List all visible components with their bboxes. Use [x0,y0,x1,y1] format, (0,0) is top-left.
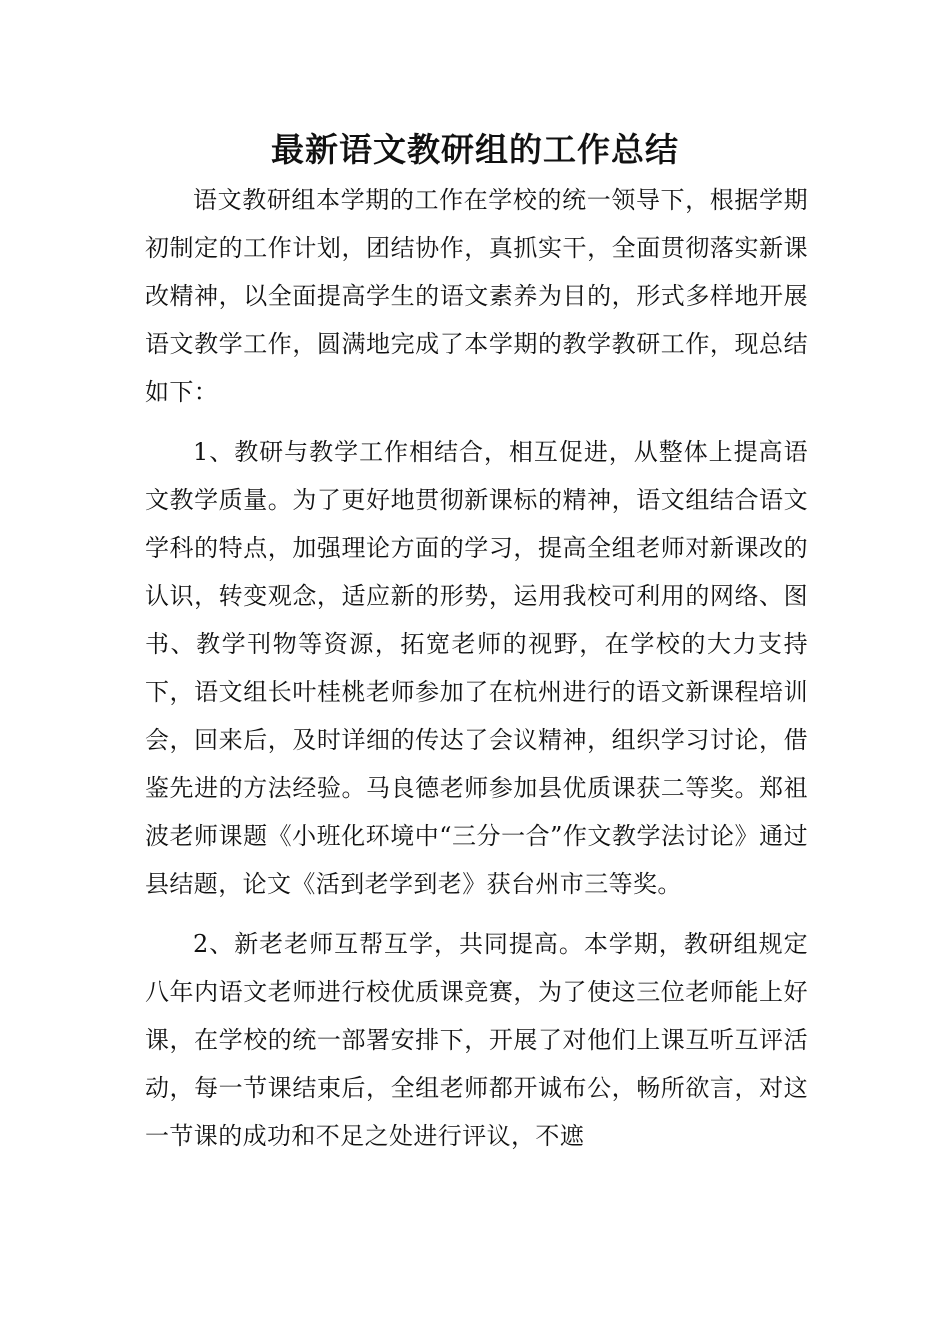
page-title: 最新语文教研组的工作总结 [271,130,679,169]
paragraph-section-2: 2、新老老师互帮互学，共同提高。本学期，教研组规定八年内语文老师进行校优质课竞赛，为了使这三位老师能上好课，在学校的统一部署安排下，开展了对他们上课互听互评活动，每一节课结束后，全组老师都开诚布公，畅所欲言，对这一节课的成功和不足之处进行评议，不遮 [145,930,808,1150]
paragraph-section-1: 1、教研与教学工作相结合，相互促进，从整体上提高语文教学质量。为了更好地贯彻新课标的精神，语文组结合语文学科的特点，加强理论方面的学习，提高全组老师对新课改的认识，转变观念，适应新的形势，运用我校可利用的网络、图书、教学刊物等资源，拓宽老师的视野，在学校的大力支持下，语文组长叶桂桃老师参加了在杭州进行的语文新课程培训会，回来后，及时详细的传达了会议精神，组织学习讨论，借鉴先进的方法经验。马良德老师参加县优质课获二等奖。郑祖波老师课题《小班化环境中“三分一合”作文教学法讨论》通过县结题，论文《活到老学到老》获台州市三等奖。 [145,438,808,898]
document-body [145,176,808,1172]
paragraph-intro: 语文教研组本学期的工作在学校的统一领导下，根据学期初制定的工作计划，团结协作，真抓实干，全面贯彻落实新课改精神，以全面提高学生的语文素养为目的，形式多样地开展语文教学工作，圆满地完成了本学期的教学教研工作，现总结如下： [145,186,808,406]
